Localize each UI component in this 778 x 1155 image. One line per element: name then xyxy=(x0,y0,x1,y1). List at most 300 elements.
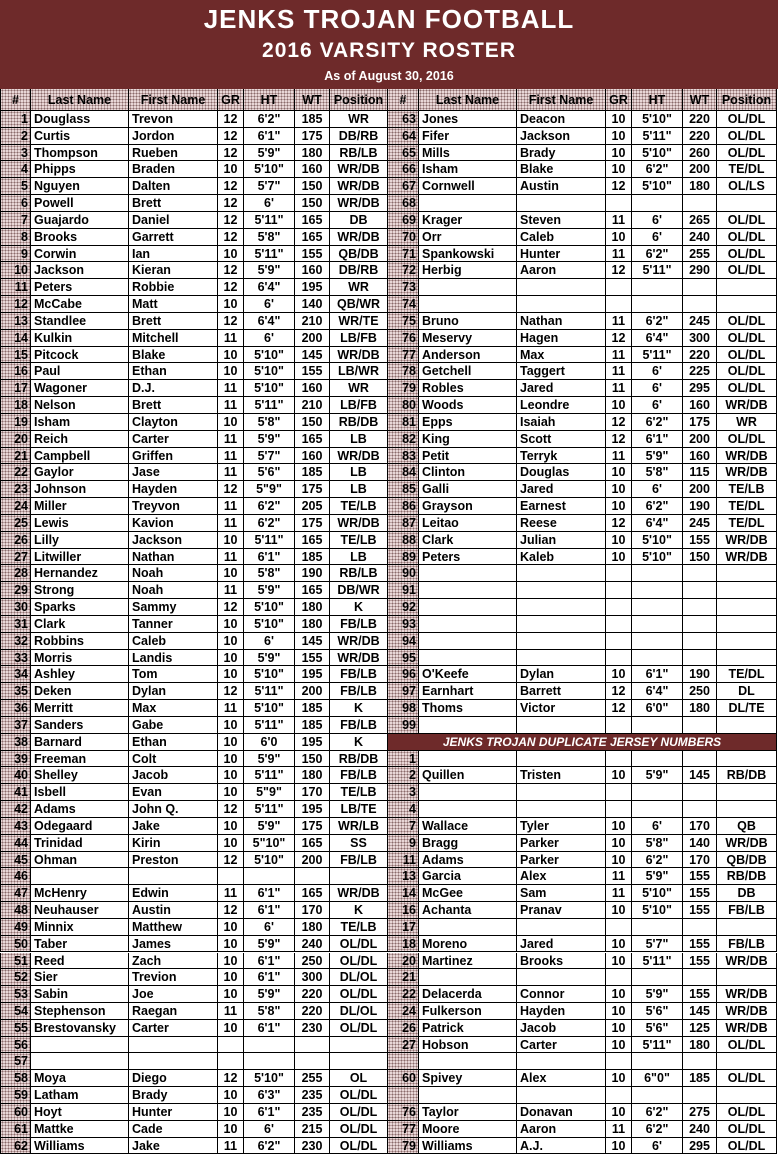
table-cell-weight: 160 xyxy=(295,380,330,397)
table-cell-grade: 10 xyxy=(218,767,244,784)
table-cell-last-name: McCabe xyxy=(31,296,129,313)
table-cell-jersey-number: 37 xyxy=(0,717,31,734)
table-cell-grade: 10 xyxy=(606,1037,632,1054)
table-cell-grade: 10 xyxy=(606,767,632,784)
table-cell-weight: 150 xyxy=(295,751,330,768)
table-cell-grade: 10 xyxy=(606,1070,632,1087)
table-cell-first-name: Robbie xyxy=(129,279,218,296)
table-cell-grade xyxy=(606,919,632,936)
table-cell-first-name: Barrett xyxy=(517,683,606,700)
table-cell-grade: 10 xyxy=(218,969,244,986)
table-cell-position: FB/LB xyxy=(330,852,388,869)
table-cell-jersey-number: 22 xyxy=(0,464,31,481)
table-cell-height: 5'10" xyxy=(244,852,295,869)
table-cell-height: 6'1" xyxy=(244,549,295,566)
table-cell-last-name: Adams xyxy=(419,852,517,869)
table-cell-first-name xyxy=(517,195,606,212)
table-cell-weight: 235 xyxy=(295,1087,330,1104)
table-cell-position: RB/DB xyxy=(330,751,388,768)
table-cell-weight: 180 xyxy=(683,700,717,717)
table-cell-first-name: Deacon xyxy=(517,111,606,128)
table-cell-height: 6'2" xyxy=(632,498,683,515)
table-cell-first-name: Matthew xyxy=(129,919,218,936)
table-cell-last-name xyxy=(419,919,517,936)
table-cell-last-name: Williams xyxy=(419,1138,517,1155)
table-cell-height: 5'7" xyxy=(244,448,295,465)
table-cell-position xyxy=(330,1037,388,1054)
table-cell-grade: 12 xyxy=(218,902,244,919)
table-cell-jersey-number: 92 xyxy=(388,599,419,616)
table-cell-weight: 160 xyxy=(683,448,717,465)
table-cell-grade: 10 xyxy=(606,498,632,515)
table-cell-position: OL/DL xyxy=(330,1104,388,1121)
table-cell-weight: 180 xyxy=(683,178,717,195)
table-cell-weight: 210 xyxy=(295,313,330,330)
table-cell-grade: 12 xyxy=(218,1070,244,1087)
table-cell-last-name: Corwin xyxy=(31,246,129,263)
table-cell-height: 5'9" xyxy=(632,986,683,1003)
table-cell-grade: 10 xyxy=(606,835,632,852)
table-cell-position: OL/DL xyxy=(330,1087,388,1104)
table-cell-last-name: Robbins xyxy=(31,633,129,650)
table-cell-last-name: Ohman xyxy=(31,852,129,869)
table-cell-last-name: Lewis xyxy=(31,515,129,532)
table-cell-weight: 175 xyxy=(295,515,330,532)
table-cell-jersey-number: 2 xyxy=(388,767,419,784)
table-cell-height: 6'2" xyxy=(244,515,295,532)
table-cell-last-name: Kulkin xyxy=(31,330,129,347)
table-cell-last-name: Sparks xyxy=(31,599,129,616)
table-cell-last-name: Mills xyxy=(419,145,517,162)
table-cell-first-name: Braden xyxy=(129,161,218,178)
table-cell-weight xyxy=(295,868,330,885)
table-cell-position: SS xyxy=(330,835,388,852)
table-cell-height: 5'10" xyxy=(244,161,295,178)
table-cell-last-name: Mattke xyxy=(31,1121,129,1138)
table-cell-jersey-number: 33 xyxy=(0,650,31,667)
table-cell-grade: 10 xyxy=(218,751,244,768)
table-cell-grade: 10 xyxy=(606,464,632,481)
table-cell-first-name: Evan xyxy=(129,784,218,801)
table-cell-position: WR/TE xyxy=(330,313,388,330)
table-cell-height: 6'4" xyxy=(632,683,683,700)
table-cell-grade: 12 xyxy=(218,801,244,818)
table-cell-grade: 10 xyxy=(218,414,244,431)
table-cell-last-name: Fulkerson xyxy=(419,1003,517,1020)
table-cell-height: 6'0" xyxy=(632,700,683,717)
table-cell-weight: 190 xyxy=(295,565,330,582)
table-cell-first-name: Terryk xyxy=(517,448,606,465)
table-cell-weight xyxy=(683,616,717,633)
table-cell-last-name xyxy=(419,784,517,801)
table-cell-last-name: Peters xyxy=(419,549,517,566)
table-cell-grade: 12 xyxy=(218,313,244,330)
table-cell-grade: 11 xyxy=(218,448,244,465)
table-cell-jersey-number: 90 xyxy=(388,565,419,582)
table-cell-grade: 10 xyxy=(606,1138,632,1155)
table-cell-height: 6' xyxy=(632,229,683,246)
table-cell-weight: 145 xyxy=(295,633,330,650)
table-cell-first-name: Kieran xyxy=(129,262,218,279)
table-cell-grade: 12 xyxy=(218,683,244,700)
table-cell-height: 6'2" xyxy=(632,1104,683,1121)
table-cell-jersey-number: 74 xyxy=(388,296,419,313)
table-cell-first-name: Austin xyxy=(517,178,606,195)
table-cell-last-name: Nelson xyxy=(31,397,129,414)
table-cell-grade: 10 xyxy=(606,128,632,145)
table-cell-weight: 205 xyxy=(295,498,330,515)
table-cell-height: 5'8" xyxy=(632,464,683,481)
table-cell-first-name: Dylan xyxy=(517,666,606,683)
table-cell-jersey-number: 11 xyxy=(0,279,31,296)
table-cell-position: WR xyxy=(330,380,388,397)
table-cell-position: DL xyxy=(717,683,777,700)
table-cell-weight: 295 xyxy=(683,1138,717,1155)
table-cell-jersey-number: 25 xyxy=(0,515,31,532)
page-title: JENKS TROJAN FOOTBALL xyxy=(203,4,575,34)
table-cell-height: 5'9" xyxy=(244,431,295,448)
table-cell-grade: 10 xyxy=(606,852,632,869)
table-cell-jersey-number: 21 xyxy=(0,448,31,465)
table-cell-weight: 300 xyxy=(295,969,330,986)
table-cell-last-name: Earnhart xyxy=(419,683,517,700)
table-cell-last-name: Johnson xyxy=(31,481,129,498)
table-cell-last-name: Spivey xyxy=(419,1070,517,1087)
roster-header xyxy=(0,0,778,89)
table-cell-position: LB/FB xyxy=(330,397,388,414)
table-cell-position: LB xyxy=(330,464,388,481)
table-cell-grade: 10 xyxy=(218,986,244,1003)
table-cell-last-name xyxy=(419,599,517,616)
table-cell-height: 6'4" xyxy=(244,279,295,296)
table-cell-jersey-number: 63 xyxy=(388,111,419,128)
table-cell-first-name: Raegan xyxy=(129,1003,218,1020)
table-cell-grade: 10 xyxy=(218,246,244,263)
column-header-position: Position xyxy=(717,89,777,111)
table-cell-position: OL/DL xyxy=(717,1037,777,1054)
table-cell-first-name: Nathan xyxy=(129,549,218,566)
table-cell-last-name: Woods xyxy=(419,397,517,414)
table-cell-last-name: Phipps xyxy=(31,161,129,178)
table-cell-height: 5'10" xyxy=(632,885,683,902)
table-cell-position xyxy=(717,633,777,650)
table-cell-height xyxy=(632,582,683,599)
table-cell-first-name xyxy=(517,616,606,633)
table-cell-position: WR xyxy=(330,111,388,128)
table-cell-grade: 11 xyxy=(606,868,632,885)
table-cell-height: 6'2" xyxy=(632,414,683,431)
table-cell-last-name: Robles xyxy=(419,380,517,397)
table-cell-position xyxy=(717,599,777,616)
table-cell-first-name: Garrett xyxy=(129,229,218,246)
table-cell-position xyxy=(717,279,777,296)
table-cell-weight: 300 xyxy=(683,330,717,347)
table-cell-height xyxy=(244,868,295,885)
table-cell-grade: 10 xyxy=(606,145,632,162)
table-cell-weight: 235 xyxy=(295,1104,330,1121)
table-cell-weight: 170 xyxy=(295,784,330,801)
table-cell-weight xyxy=(683,296,717,313)
table-cell-position: WR/DB xyxy=(330,229,388,246)
table-cell-jersey-number: 34 xyxy=(0,666,31,683)
table-cell-height: 5'7" xyxy=(632,936,683,953)
table-cell-weight: 185 xyxy=(295,549,330,566)
table-cell-weight xyxy=(683,919,717,936)
table-cell-last-name: Freeman xyxy=(31,751,129,768)
table-cell-jersey-number: 93 xyxy=(388,616,419,633)
table-cell-grade: 10 xyxy=(606,481,632,498)
table-cell-position: OL xyxy=(330,1070,388,1087)
table-cell-height: 5'11" xyxy=(244,532,295,549)
table-cell-jersey-number: 16 xyxy=(0,363,31,380)
table-cell-height: 5'8" xyxy=(632,835,683,852)
table-cell-weight: 165 xyxy=(295,835,330,852)
table-cell-jersey-number: 6 xyxy=(0,195,31,212)
table-cell-weight: 245 xyxy=(683,515,717,532)
table-cell-last-name: Guajardo xyxy=(31,212,129,229)
table-cell-position: RB/LB xyxy=(330,145,388,162)
table-cell-first-name: Jacob xyxy=(129,767,218,784)
table-cell-height: 5'6" xyxy=(632,1020,683,1037)
table-cell-jersey-number: 8 xyxy=(0,229,31,246)
table-cell-weight: 160 xyxy=(295,448,330,465)
table-cell-last-name: O'Keefe xyxy=(419,666,517,683)
table-cell-position: DB xyxy=(717,885,777,902)
table-cell-weight xyxy=(295,1053,330,1070)
table-cell-last-name: Herbig xyxy=(419,262,517,279)
table-cell-height: 5'7" xyxy=(244,178,295,195)
table-cell-first-name xyxy=(517,565,606,582)
table-cell-position: FB/LB xyxy=(330,666,388,683)
table-cell-height: 5'10" xyxy=(244,1070,295,1087)
table-cell-jersey-number: 4 xyxy=(388,801,419,818)
table-cell-weight: 240 xyxy=(683,1121,717,1138)
table-cell-first-name: Noah xyxy=(129,582,218,599)
table-cell-jersey-number: 41 xyxy=(0,784,31,801)
table-cell-grade: 10 xyxy=(218,565,244,582)
table-cell-grade: 12 xyxy=(606,431,632,448)
table-cell-first-name: Max xyxy=(129,700,218,717)
table-cell-weight: 200 xyxy=(295,683,330,700)
table-cell-weight xyxy=(683,599,717,616)
table-cell-grade: 10 xyxy=(606,936,632,953)
table-cell-height: 5'6" xyxy=(632,1003,683,1020)
table-cell-jersey-number: 75 xyxy=(388,313,419,330)
table-cell-height: 6'1" xyxy=(632,431,683,448)
table-cell-jersey-number: 82 xyxy=(388,431,419,448)
table-cell-position: WR/DB xyxy=(717,835,777,852)
table-cell-first-name: Hayden xyxy=(517,1003,606,1020)
table-cell-position: OL/DL xyxy=(330,986,388,1003)
table-cell-position xyxy=(717,751,777,768)
table-cell-first-name: Clayton xyxy=(129,414,218,431)
table-cell-last-name: Odegaard xyxy=(31,818,129,835)
table-cell-grade: 11 xyxy=(606,885,632,902)
table-cell-jersey-number: 86 xyxy=(388,498,419,515)
table-cell-last-name xyxy=(31,1053,129,1070)
table-cell-jersey-number: 98 xyxy=(388,700,419,717)
table-cell-grade: 10 xyxy=(218,633,244,650)
table-cell-grade: 11 xyxy=(218,700,244,717)
table-cell-grade: 12 xyxy=(218,481,244,498)
table-cell-weight: 125 xyxy=(683,1020,717,1037)
table-cell-height: 5'8" xyxy=(244,414,295,431)
column-header-first-name: First Name xyxy=(129,89,218,111)
table-cell-first-name: Colt xyxy=(129,751,218,768)
table-cell-last-name xyxy=(419,969,517,986)
table-cell-last-name: Morris xyxy=(31,650,129,667)
table-cell-weight: 175 xyxy=(295,481,330,498)
table-cell-jersey-number: 78 xyxy=(388,363,419,380)
table-cell-first-name: Dalten xyxy=(129,178,218,195)
table-cell-first-name: Aaron xyxy=(517,262,606,279)
table-cell-last-name: Galli xyxy=(419,481,517,498)
table-cell-first-name: Preston xyxy=(129,852,218,869)
table-cell-grade: 10 xyxy=(218,734,244,751)
table-cell-jersey-number: 35 xyxy=(0,683,31,700)
table-cell-first-name xyxy=(517,784,606,801)
table-cell-height: 5'8" xyxy=(244,565,295,582)
table-cell-position: OL/DL xyxy=(717,431,777,448)
table-cell-last-name: Isbell xyxy=(31,784,129,801)
table-cell-weight: 170 xyxy=(295,902,330,919)
table-cell-last-name: Gaylor xyxy=(31,464,129,481)
table-cell-height: 5"9" xyxy=(244,481,295,498)
table-cell-grade: 10 xyxy=(218,532,244,549)
table-cell-jersey-number: 64 xyxy=(388,128,419,145)
table-cell-first-name: Cade xyxy=(129,1121,218,1138)
table-cell-weight: 225 xyxy=(683,363,717,380)
table-cell-jersey-number: 80 xyxy=(388,397,419,414)
table-cell-last-name: Jackson xyxy=(31,262,129,279)
table-cell-last-name xyxy=(419,1053,517,1070)
table-cell-grade: 12 xyxy=(606,178,632,195)
table-cell-weight: 255 xyxy=(683,246,717,263)
table-cell-position: WR/DB xyxy=(330,448,388,465)
table-cell-jersey-number: 20 xyxy=(0,431,31,448)
table-cell-jersey-number: 72 xyxy=(388,262,419,279)
table-cell-weight: 185 xyxy=(295,717,330,734)
table-cell-weight: 185 xyxy=(295,111,330,128)
table-cell-weight: 250 xyxy=(295,953,330,970)
table-cell-grade: 11 xyxy=(218,330,244,347)
table-cell-weight: 145 xyxy=(683,1003,717,1020)
table-cell-jersey-number: 66 xyxy=(388,161,419,178)
table-cell-grade: 10 xyxy=(218,784,244,801)
table-cell-position: WR/DB xyxy=(330,347,388,364)
table-cell-position: WR/DB xyxy=(330,161,388,178)
table-cell-height: 5'6" xyxy=(244,464,295,481)
table-cell-grade: 10 xyxy=(218,1087,244,1104)
table-cell-grade: 12 xyxy=(218,212,244,229)
column-header-jersey-number: # xyxy=(0,89,31,111)
table-cell-height: 6' xyxy=(244,633,295,650)
table-cell-grade: 12 xyxy=(218,279,244,296)
table-cell-jersey-number: 71 xyxy=(388,246,419,263)
table-cell-position: QB/WR xyxy=(330,296,388,313)
table-cell-jersey-number: 20 xyxy=(388,953,419,970)
table-cell-grade: 12 xyxy=(218,229,244,246)
table-cell-first-name: Dylan xyxy=(129,683,218,700)
table-cell-height: 5'9" xyxy=(244,936,295,953)
table-cell-weight xyxy=(683,969,717,986)
table-cell-height: 6'1" xyxy=(244,885,295,902)
table-cell-grade: 10 xyxy=(218,717,244,734)
table-cell-position xyxy=(717,582,777,599)
table-cell-last-name: Nguyen xyxy=(31,178,129,195)
table-cell-jersey-number: 84 xyxy=(388,464,419,481)
table-cell-height: 6'2" xyxy=(632,1121,683,1138)
table-cell-position: WR xyxy=(330,279,388,296)
table-cell-position: K xyxy=(330,734,388,751)
table-cell-weight: 230 xyxy=(295,1138,330,1155)
table-cell-first-name: Caleb xyxy=(517,229,606,246)
table-cell-height: 6'2" xyxy=(244,111,295,128)
table-cell-position: DB xyxy=(330,212,388,229)
table-cell-weight: 155 xyxy=(683,532,717,549)
table-cell-grade: 10 xyxy=(218,296,244,313)
table-cell-last-name: Patrick xyxy=(419,1020,517,1037)
table-cell-first-name: Hunter xyxy=(517,246,606,263)
table-cell-height xyxy=(632,1053,683,1070)
table-cell-position: WR/DB xyxy=(330,195,388,212)
table-cell-grade: 10 xyxy=(606,1003,632,1020)
table-cell-first-name: Douglas xyxy=(517,464,606,481)
table-cell-position: OL/DL xyxy=(717,212,777,229)
table-cell-position: WR/DB xyxy=(717,397,777,414)
table-cell-jersey-number: 68 xyxy=(388,195,419,212)
table-cell-height: 5'10" xyxy=(244,616,295,633)
table-cell-position xyxy=(717,801,777,818)
table-cell-last-name: Spankowski xyxy=(419,246,517,263)
table-cell-last-name: Isham xyxy=(419,161,517,178)
table-cell-last-name: Merritt xyxy=(31,700,129,717)
table-cell-first-name xyxy=(517,717,606,734)
table-cell-position: TE/LB xyxy=(330,919,388,936)
table-cell-jersey-number: 44 xyxy=(0,835,31,852)
table-cell-first-name: Ian xyxy=(129,246,218,263)
table-cell-jersey-number: 76 xyxy=(388,330,419,347)
table-cell-position: QB xyxy=(717,818,777,835)
table-cell-last-name: Powell xyxy=(31,195,129,212)
table-cell-grade: 10 xyxy=(606,161,632,178)
column-header-height: HT xyxy=(244,89,295,111)
table-cell-position: QB/DB xyxy=(330,246,388,263)
table-cell-position: OL/LS xyxy=(717,178,777,195)
table-cell-height: 6'1" xyxy=(244,1020,295,1037)
table-cell-position xyxy=(717,195,777,212)
table-cell-position: OL/DL xyxy=(330,936,388,953)
table-cell-jersey-number: 12 xyxy=(0,296,31,313)
table-cell-grade xyxy=(606,633,632,650)
table-cell-grade: 11 xyxy=(218,397,244,414)
table-cell-weight: 155 xyxy=(683,986,717,1003)
table-cell-jersey-number: 95 xyxy=(388,650,419,667)
table-cell-grade: 11 xyxy=(606,246,632,263)
table-cell-position: WR/DB xyxy=(330,650,388,667)
table-cell-first-name: Brett xyxy=(129,397,218,414)
table-cell-position: OL/DL xyxy=(717,1104,777,1121)
table-cell-height xyxy=(632,969,683,986)
table-cell-last-name: Garcia xyxy=(419,868,517,885)
table-cell-weight: 180 xyxy=(295,767,330,784)
table-cell-jersey-number: 45 xyxy=(0,852,31,869)
table-cell-jersey-number: 48 xyxy=(0,902,31,919)
table-cell-jersey-number: 16 xyxy=(388,902,419,919)
table-cell-last-name: Barnard xyxy=(31,734,129,751)
table-cell-last-name: Getchell xyxy=(419,363,517,380)
table-cell-height: 6'1" xyxy=(244,902,295,919)
